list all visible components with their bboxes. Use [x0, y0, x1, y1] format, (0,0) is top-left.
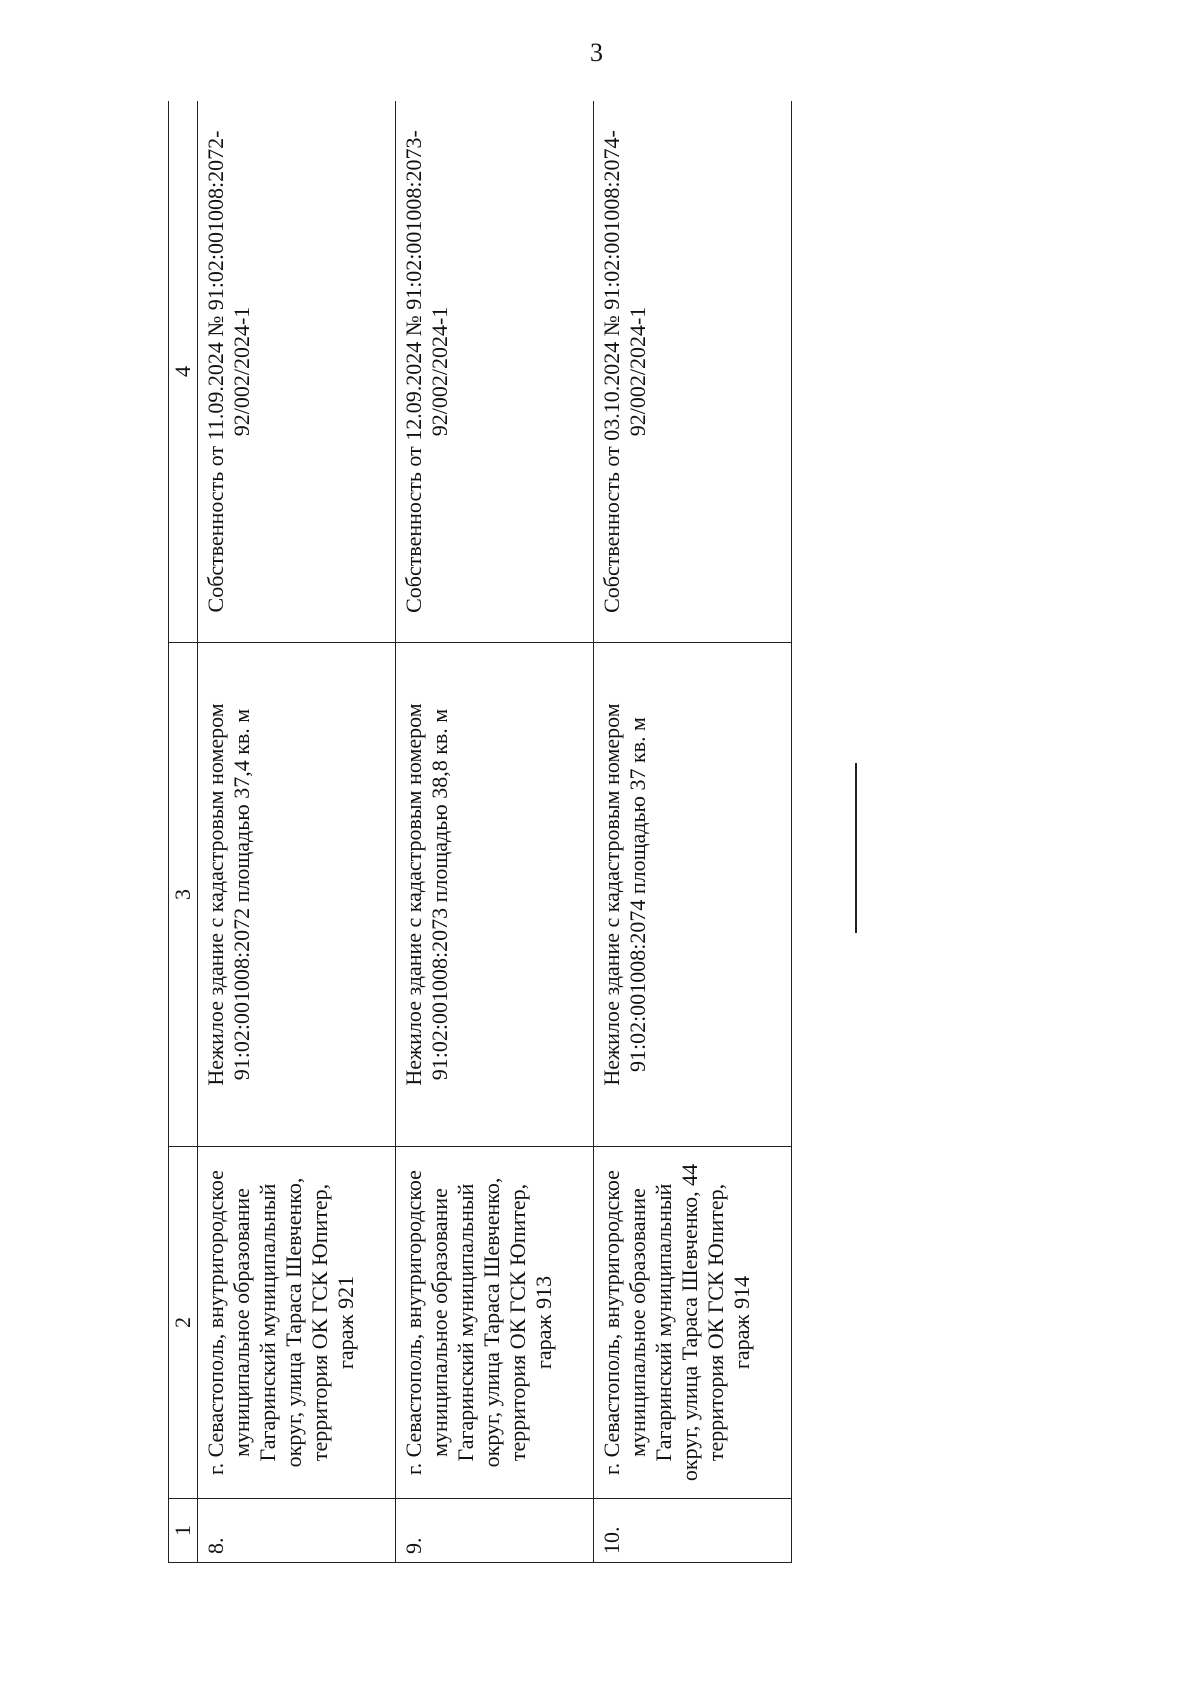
row-number: 10. [594, 1499, 792, 1563]
property-table [168, 101, 792, 1563]
address-cell: г. Севастополь, внутригородское муниципальное образование Гагаринский муниципальный округ, улица Тараса Шевченко, 44 территория ОК ГСК Юпитер, гараж 914 [594, 1147, 792, 1499]
row-number: 9. [396, 1499, 594, 1563]
column-header-2: 2 [169, 1147, 198, 1499]
object-cell: Нежилое здание с кадастровым номером 91:02:001008:2073 площадью 38,8 кв. м [396, 643, 594, 1147]
column-header-1: 1 [169, 1499, 198, 1563]
address-cell: г. Севастополь, внутригородское муниципальное образование Гагаринский муниципальный округ, улица Тараса Шевченко, территория ОК ГСК Юпитер, гараж 921 [198, 1147, 396, 1499]
table-row [594, 101, 792, 1563]
object-cell: Нежилое здание с кадастровым номером 91:02:001008:2072 площадью 37,4 кв. м [198, 643, 396, 1147]
right-cell: Собственность от 11.09.2024 № 91:02:001008:2072-92/002/2024-1 [198, 101, 396, 643]
page-number: 3 [590, 38, 603, 67]
right-cell: Собственность от 03.10.2024 № 91:02:001008:2074-92/002/2024-1 [594, 101, 792, 643]
table-row [396, 101, 594, 1563]
object-cell: Нежилое здание с кадастровым номером 91:02:001008:2074 площадью 37 кв. м [594, 643, 792, 1147]
end-of-document-line [855, 763, 857, 933]
right-cell: Собственность от 12.09.2024 № 91:02:001008:2073-92/002/2024-1 [396, 101, 594, 643]
column-header-3: 3 [169, 643, 198, 1147]
table-header-row [169, 101, 198, 1563]
rotated-table-area [168, 101, 792, 1563]
rotated-table-container [168, 101, 792, 1563]
column-header-4: 4 [169, 101, 198, 643]
address-cell: г. Севастополь, внутригородское муниципальное образование Гагаринский муниципальный округ, улица Тараса Шевченко, территория ОК ГСК Юпитер, гараж 913 [396, 1147, 594, 1499]
table-row [198, 101, 396, 1563]
row-number: 8. [198, 1499, 396, 1563]
